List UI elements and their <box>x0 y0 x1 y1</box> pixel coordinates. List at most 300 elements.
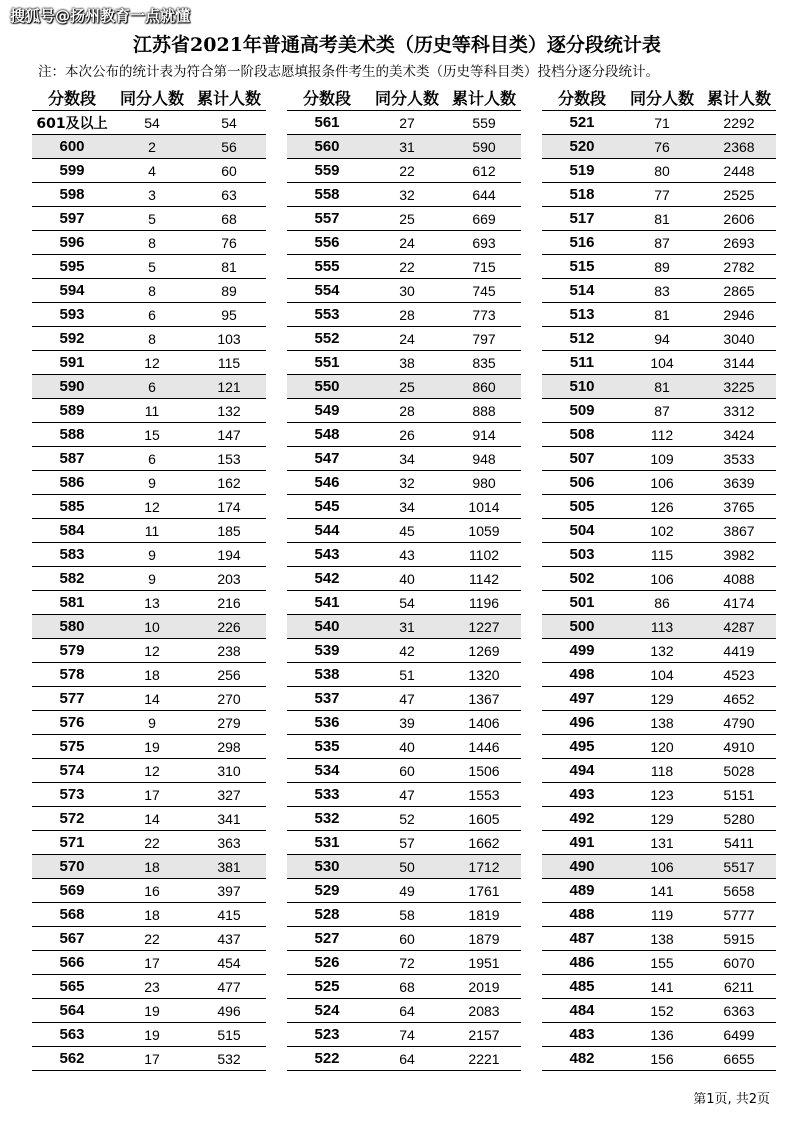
cumulative-cell: 2946 <box>702 303 776 327</box>
same-count-cell: 77 <box>622 183 702 207</box>
same-count-cell: 47 <box>367 783 447 807</box>
score-cell: 506 <box>542 471 622 495</box>
cumulative-cell: 715 <box>447 255 521 279</box>
same-count-cell: 80 <box>622 159 702 183</box>
score-cell: 586 <box>32 471 112 495</box>
same-count-cell: 136 <box>622 1023 702 1047</box>
cumulative-cell: 1014 <box>447 495 521 519</box>
table-row <box>287 327 521 351</box>
table-row <box>542 1023 776 1047</box>
score-cell: 576 <box>32 711 112 735</box>
score-cell: 600 <box>32 135 112 159</box>
table-row <box>287 279 521 303</box>
score-cell: 526 <box>287 951 367 975</box>
cumulative-cell: 6363 <box>702 999 776 1023</box>
score-cell: 566 <box>32 951 112 975</box>
score-cell: 528 <box>287 903 367 927</box>
table-row <box>32 327 266 351</box>
table-row <box>542 399 776 423</box>
same-count-cell: 120 <box>622 735 702 759</box>
table-row <box>542 327 776 351</box>
score-cell: 493 <box>542 783 622 807</box>
cumulative-cell: 185 <box>192 519 266 543</box>
cumulative-cell: 1819 <box>447 903 521 927</box>
same-count-cell: 156 <box>622 1047 702 1071</box>
table-row <box>32 231 266 255</box>
score-cell: 533 <box>287 783 367 807</box>
table-row <box>287 1023 521 1047</box>
table-row <box>287 111 521 135</box>
table-row <box>32 639 266 663</box>
same-count-cell: 9 <box>112 567 192 591</box>
score-cell: 497 <box>542 687 622 711</box>
table-row <box>32 303 266 327</box>
cumulative-cell: 194 <box>192 543 266 567</box>
score-cell: 539 <box>287 639 367 663</box>
same-count-cell: 27 <box>367 111 447 135</box>
score-cell: 520 <box>542 135 622 159</box>
score-cell: 578 <box>32 663 112 687</box>
same-count-cell: 131 <box>622 831 702 855</box>
cumulative-cell: 559 <box>447 111 521 135</box>
table-row <box>542 999 776 1023</box>
same-count-cell: 42 <box>367 639 447 663</box>
cumulative-cell: 63 <box>192 183 266 207</box>
table-row <box>287 495 521 519</box>
cumulative-cell: 2221 <box>447 1047 521 1071</box>
score-cell: 541 <box>287 591 367 615</box>
table-row <box>32 375 266 399</box>
table-row <box>32 207 266 231</box>
score-cell: 564 <box>32 999 112 1023</box>
same-count-cell: 8 <box>112 279 192 303</box>
table-note: 注：本次公布的统计表为符合第一阶段志愿填报条件考生的美术类（历史等科目类）投档分逐分段统计。 <box>38 64 659 80</box>
cumulative-cell: 693 <box>447 231 521 255</box>
table-row <box>32 687 266 711</box>
cumulative-cell: 4910 <box>702 735 776 759</box>
same-count-cell: 28 <box>367 399 447 423</box>
same-count-cell: 58 <box>367 903 447 927</box>
header-cumulative: 累计人数 <box>192 84 266 111</box>
header-cumulative: 累计人数 <box>447 84 521 111</box>
score-cell: 559 <box>287 159 367 183</box>
score-cell: 521 <box>542 111 622 135</box>
same-count-cell: 3 <box>112 183 192 207</box>
table-row <box>287 207 521 231</box>
same-count-cell: 81 <box>622 207 702 231</box>
same-count-cell: 14 <box>112 687 192 711</box>
table-row <box>542 375 776 399</box>
same-count-cell: 9 <box>112 471 192 495</box>
score-cell: 489 <box>542 879 622 903</box>
score-cell: 519 <box>542 159 622 183</box>
cumulative-cell: 3867 <box>702 519 776 543</box>
cumulative-cell: 3424 <box>702 423 776 447</box>
same-count-cell: 86 <box>622 591 702 615</box>
table-header-row <box>542 84 776 111</box>
cumulative-cell: 115 <box>192 351 266 375</box>
table-row <box>32 591 266 615</box>
table-row <box>287 927 521 951</box>
cumulative-cell: 60 <box>192 159 266 183</box>
table-row <box>287 303 521 327</box>
score-cell: 591 <box>32 351 112 375</box>
table-row <box>542 615 776 639</box>
table-row <box>287 951 521 975</box>
same-count-cell: 12 <box>112 639 192 663</box>
same-count-cell: 25 <box>367 207 447 231</box>
table-row <box>32 495 266 519</box>
cumulative-cell: 5915 <box>702 927 776 951</box>
table-row <box>32 1023 266 1047</box>
cumulative-cell: 914 <box>447 423 521 447</box>
cumulative-cell: 95 <box>192 303 266 327</box>
same-count-cell: 54 <box>112 111 192 135</box>
score-cell: 516 <box>542 231 622 255</box>
score-cell: 536 <box>287 711 367 735</box>
score-cell: 511 <box>542 351 622 375</box>
cumulative-cell: 745 <box>447 279 521 303</box>
score-cell: 512 <box>542 327 622 351</box>
same-count-cell: 129 <box>622 687 702 711</box>
table-row <box>287 519 521 543</box>
table-row <box>287 663 521 687</box>
table-row <box>287 591 521 615</box>
table-row <box>287 567 521 591</box>
score-table <box>32 84 266 1071</box>
cumulative-cell: 162 <box>192 471 266 495</box>
score-cell: 599 <box>32 159 112 183</box>
table-row <box>542 831 776 855</box>
watermark-text: 搜狐号@扬州教育一点就懂 <box>10 7 191 25</box>
cumulative-cell: 477 <box>192 975 266 999</box>
same-count-cell: 102 <box>622 519 702 543</box>
score-cell: 556 <box>287 231 367 255</box>
table-row <box>542 543 776 567</box>
same-count-cell: 49 <box>367 879 447 903</box>
same-count-cell: 25 <box>367 375 447 399</box>
same-count-cell: 19 <box>112 1023 192 1047</box>
score-cell: 543 <box>287 543 367 567</box>
table-row <box>32 615 266 639</box>
score-cell: 542 <box>287 567 367 591</box>
same-count-cell: 138 <box>622 927 702 951</box>
same-count-cell: 64 <box>367 999 447 1023</box>
cumulative-cell: 515 <box>192 1023 266 1047</box>
score-cell: 568 <box>32 903 112 927</box>
score-cell: 491 <box>542 831 622 855</box>
same-count-cell: 141 <box>622 879 702 903</box>
table-row <box>287 687 521 711</box>
score-cell: 514 <box>542 279 622 303</box>
cumulative-cell: 590 <box>447 135 521 159</box>
score-cell: 546 <box>287 471 367 495</box>
table-row <box>542 183 776 207</box>
same-count-cell: 22 <box>112 927 192 951</box>
score-cell: 551 <box>287 351 367 375</box>
same-count-cell: 115 <box>622 543 702 567</box>
score-cell: 510 <box>542 375 622 399</box>
same-count-cell: 132 <box>622 639 702 663</box>
same-count-cell: 8 <box>112 231 192 255</box>
cumulative-cell: 1712 <box>447 855 521 879</box>
table-row <box>542 807 776 831</box>
score-cell: 575 <box>32 735 112 759</box>
score-cell: 518 <box>542 183 622 207</box>
score-cell: 583 <box>32 543 112 567</box>
cumulative-cell: 5777 <box>702 903 776 927</box>
score-cell: 499 <box>542 639 622 663</box>
same-count-cell: 24 <box>367 327 447 351</box>
table-row <box>32 471 266 495</box>
table-row <box>542 591 776 615</box>
same-count-cell: 57 <box>367 831 447 855</box>
cumulative-cell: 1662 <box>447 831 521 855</box>
same-count-cell: 26 <box>367 423 447 447</box>
score-cell: 555 <box>287 255 367 279</box>
cumulative-cell: 496 <box>192 999 266 1023</box>
same-count-cell: 4 <box>112 159 192 183</box>
same-count-cell: 50 <box>367 855 447 879</box>
table-row <box>32 519 266 543</box>
cumulative-cell: 1446 <box>447 735 521 759</box>
score-cell: 601及以上 <box>32 111 112 135</box>
same-count-cell: 106 <box>622 471 702 495</box>
score-cell: 562 <box>32 1047 112 1071</box>
cumulative-cell: 5658 <box>702 879 776 903</box>
cumulative-cell: 2019 <box>447 975 521 999</box>
score-cell: 504 <box>542 519 622 543</box>
cumulative-cell: 1367 <box>447 687 521 711</box>
same-count-cell: 38 <box>367 351 447 375</box>
score-cell: 534 <box>287 759 367 783</box>
same-count-cell: 138 <box>622 711 702 735</box>
cumulative-cell: 888 <box>447 399 521 423</box>
cumulative-cell: 147 <box>192 423 266 447</box>
same-count-cell: 81 <box>622 375 702 399</box>
table-row <box>287 711 521 735</box>
score-cell: 496 <box>542 711 622 735</box>
same-count-cell: 24 <box>367 231 447 255</box>
table-row <box>32 567 266 591</box>
table-row <box>542 903 776 927</box>
same-count-cell: 5 <box>112 255 192 279</box>
same-count-cell: 14 <box>112 807 192 831</box>
table-row <box>542 111 776 135</box>
cumulative-cell: 363 <box>192 831 266 855</box>
cumulative-cell: 203 <box>192 567 266 591</box>
table-row <box>542 975 776 999</box>
score-cell: 597 <box>32 207 112 231</box>
same-count-cell: 12 <box>112 759 192 783</box>
header-score: 分数段 <box>542 84 622 111</box>
table-row <box>32 111 266 135</box>
table-row <box>32 831 266 855</box>
table-row <box>542 159 776 183</box>
same-count-cell: 6 <box>112 303 192 327</box>
score-cell: 540 <box>287 615 367 639</box>
same-count-cell: 32 <box>367 183 447 207</box>
table-row <box>287 831 521 855</box>
same-count-cell: 12 <box>112 351 192 375</box>
table-row <box>542 207 776 231</box>
score-cell: 550 <box>287 375 367 399</box>
same-count-cell: 2 <box>112 135 192 159</box>
table-row <box>287 855 521 879</box>
score-cell: 485 <box>542 975 622 999</box>
table-row <box>542 135 776 159</box>
table-row <box>287 615 521 639</box>
same-count-cell: 106 <box>622 567 702 591</box>
score-cell: 525 <box>287 975 367 999</box>
score-cell: 513 <box>542 303 622 327</box>
score-cell: 592 <box>32 327 112 351</box>
cumulative-cell: 1196 <box>447 591 521 615</box>
table-row <box>287 183 521 207</box>
cumulative-cell: 669 <box>447 207 521 231</box>
cumulative-cell: 238 <box>192 639 266 663</box>
table-row <box>287 375 521 399</box>
header-score: 分数段 <box>32 84 112 111</box>
cumulative-cell: 3765 <box>702 495 776 519</box>
table-row <box>542 351 776 375</box>
same-count-cell: 17 <box>112 951 192 975</box>
cumulative-cell: 4088 <box>702 567 776 591</box>
score-cell: 573 <box>32 783 112 807</box>
table-row <box>32 783 266 807</box>
table-row <box>542 879 776 903</box>
score-cell: 538 <box>287 663 367 687</box>
cumulative-cell: 56 <box>192 135 266 159</box>
score-cell: 509 <box>542 399 622 423</box>
table-row <box>32 759 266 783</box>
cumulative-cell: 773 <box>447 303 521 327</box>
score-cell: 483 <box>542 1023 622 1047</box>
cumulative-cell: 103 <box>192 327 266 351</box>
table-row <box>32 855 266 879</box>
same-count-cell: 18 <box>112 855 192 879</box>
table-row <box>287 399 521 423</box>
score-cell: 593 <box>32 303 112 327</box>
same-count-cell: 11 <box>112 399 192 423</box>
cumulative-cell: 2782 <box>702 255 776 279</box>
score-cell: 495 <box>542 735 622 759</box>
score-cell: 587 <box>32 447 112 471</box>
cumulative-cell: 1102 <box>447 543 521 567</box>
cumulative-cell: 132 <box>192 399 266 423</box>
cumulative-cell: 81 <box>192 255 266 279</box>
table-row <box>287 735 521 759</box>
cumulative-cell: 341 <box>192 807 266 831</box>
cumulative-cell: 454 <box>192 951 266 975</box>
score-table-column-1 <box>32 84 266 1071</box>
score-cell: 482 <box>542 1047 622 1071</box>
score-cell: 522 <box>287 1047 367 1071</box>
same-count-cell: 45 <box>367 519 447 543</box>
cumulative-cell: 54 <box>192 111 266 135</box>
table-row <box>542 1047 776 1071</box>
same-count-cell: 40 <box>367 567 447 591</box>
cumulative-cell: 6070 <box>702 951 776 975</box>
cumulative-cell: 298 <box>192 735 266 759</box>
score-cell: 598 <box>32 183 112 207</box>
cumulative-cell: 860 <box>447 375 521 399</box>
score-cell: 577 <box>32 687 112 711</box>
table-row <box>287 159 521 183</box>
score-cell: 580 <box>32 615 112 639</box>
table-row <box>32 279 266 303</box>
score-cell: 503 <box>542 543 622 567</box>
cumulative-cell: 121 <box>192 375 266 399</box>
score-cell: 563 <box>32 1023 112 1047</box>
table-row <box>542 471 776 495</box>
same-count-cell: 16 <box>112 879 192 903</box>
same-count-cell: 71 <box>622 111 702 135</box>
score-cell: 561 <box>287 111 367 135</box>
score-cell: 557 <box>287 207 367 231</box>
score-table-column-3 <box>542 84 776 1071</box>
cumulative-cell: 68 <box>192 207 266 231</box>
cumulative-cell: 1227 <box>447 615 521 639</box>
same-count-cell: 118 <box>622 759 702 783</box>
cumulative-cell: 948 <box>447 447 521 471</box>
cumulative-cell: 1761 <box>447 879 521 903</box>
cumulative-cell: 532 <box>192 1047 266 1071</box>
same-count-cell: 23 <box>112 975 192 999</box>
cumulative-cell: 2083 <box>447 999 521 1023</box>
score-cell: 527 <box>287 927 367 951</box>
score-cell: 554 <box>287 279 367 303</box>
score-cell: 515 <box>542 255 622 279</box>
score-cell: 535 <box>287 735 367 759</box>
cumulative-cell: 3040 <box>702 327 776 351</box>
table-row <box>32 159 266 183</box>
cumulative-cell: 3982 <box>702 543 776 567</box>
table-row <box>542 567 776 591</box>
score-cell: 569 <box>32 879 112 903</box>
cumulative-cell: 644 <box>447 183 521 207</box>
score-cell: 494 <box>542 759 622 783</box>
table-row <box>32 927 266 951</box>
same-count-cell: 126 <box>622 495 702 519</box>
table-row <box>542 423 776 447</box>
table-row <box>542 951 776 975</box>
same-count-cell: 54 <box>367 591 447 615</box>
score-cell: 596 <box>32 231 112 255</box>
cumulative-cell: 1142 <box>447 567 521 591</box>
cumulative-cell: 279 <box>192 711 266 735</box>
cumulative-cell: 5280 <box>702 807 776 831</box>
same-count-cell: 83 <box>622 279 702 303</box>
cumulative-cell: 310 <box>192 759 266 783</box>
score-cell: 589 <box>32 399 112 423</box>
same-count-cell: 106 <box>622 855 702 879</box>
score-cell: 584 <box>32 519 112 543</box>
same-count-cell: 155 <box>622 951 702 975</box>
same-count-cell: 76 <box>622 135 702 159</box>
cumulative-cell: 397 <box>192 879 266 903</box>
table-row <box>287 1047 521 1071</box>
table-row <box>32 807 266 831</box>
cumulative-cell: 612 <box>447 159 521 183</box>
header-same-count: 同分人数 <box>367 84 447 111</box>
same-count-cell: 9 <box>112 543 192 567</box>
score-cell: 508 <box>542 423 622 447</box>
cumulative-cell: 1269 <box>447 639 521 663</box>
table-row <box>287 543 521 567</box>
header-cumulative: 累计人数 <box>702 84 776 111</box>
same-count-cell: 9 <box>112 711 192 735</box>
